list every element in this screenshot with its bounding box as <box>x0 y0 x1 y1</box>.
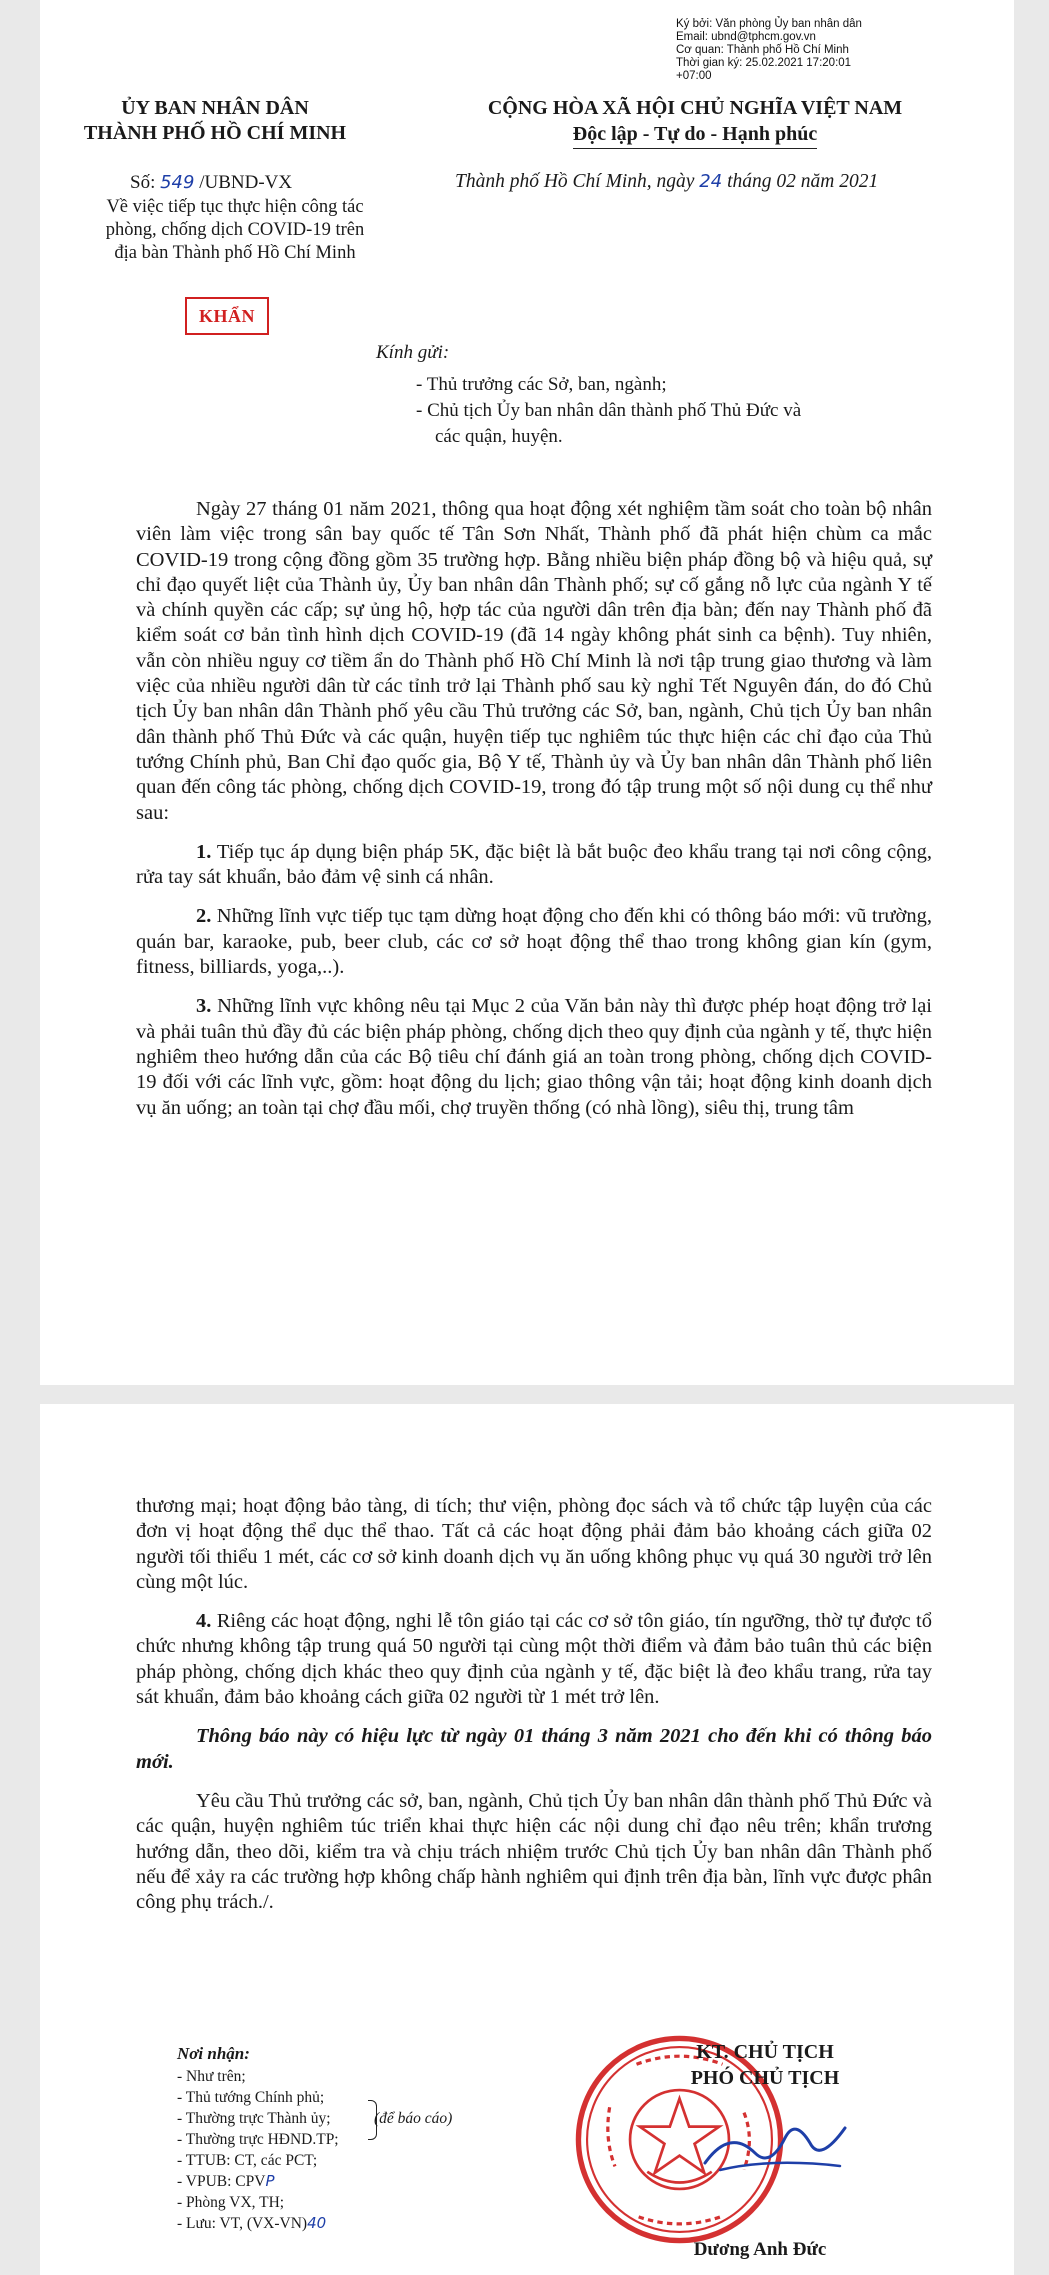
national-motto: Độc lập - Tự do - Hạnh phúc <box>573 121 817 149</box>
distribution-handwritten-mark: P <box>265 2172 275 2190</box>
signer-name: Dương Anh Đức <box>693 2239 827 2260</box>
item-3-text: Những lĩnh vực không nêu tại Mục 2 của Văn bản này thì được phép hoạt động trở lại và phải tuân thủ đầy đủ các biện pháp phòng, chống dịch theo quy định của ngành y tế, thực hiện nghiêm theo hướng dẫn của các Bộ tiêu chí đánh giá an toàn trong phòng, chống dịch COVID-19 đối với các lĩnh vực, gồm: hoạt động du lịch; giao thông vận tải; hoạt động kinh doanh dịch vụ ăn uống; an toàn tại chợ đầu mối, chợ truyền thống (có nhà lồng), siêu thị, trung tâm <box>136 995 932 1119</box>
document-number-handwritten: 549 <box>160 172 195 193</box>
distribution-list <box>177 2042 497 2234</box>
item-1 <box>136 840 932 891</box>
signature-timezone: +07:00 <box>676 70 712 82</box>
item-4 <box>136 1609 932 1710</box>
item-1-text: Tiếp tục áp dụng biện pháp 5K, đặc biệt là bắt buộc đeo khẩu trang tại nơi công cộng, rửa tay sát khuẩn, bảo đảm vệ sinh cá nhân. <box>136 840 932 889</box>
urgent-stamp: KHẨN <box>185 297 269 335</box>
signer-title <box>645 2039 885 2091</box>
signer-title-line-1: KT. CHỦ TỊCH <box>696 2041 834 2063</box>
item-3-number: 3. <box>196 995 212 1018</box>
org-line-1: ỦY BAN NHÂN DÂN <box>121 97 309 119</box>
distribution-item <box>177 2213 497 2234</box>
national-title <box>440 96 950 149</box>
item-2-text: Những lĩnh vực tiếp tục tạm dừng hoạt động cho đến khi có thông báo mới: vũ trường, quán bar, karaoke, pub, beer club, các cơ sở hoạt động thể thao trong không gian kín (gym, fitness, billiards, yoga,..). <box>136 905 933 979</box>
distribution-item: - TTUB: CT, các PCT; <box>177 2152 318 2169</box>
nation-name: CỘNG HÒA XÃ HỘI CHỦ NGHĨA VIỆT NAM <box>487 97 903 119</box>
signature-signer: Ký bởi: Văn phòng Ủy ban nhân dân <box>676 18 862 30</box>
distribution-item <box>177 2171 497 2192</box>
document-number-label: Số: <box>130 172 156 193</box>
signature-stroke <box>705 2128 845 2163</box>
closing-paragraph: Yêu cầu Thủ trưởng các sở, ban, ngành, Chủ tịch Ủy ban nhân dân thành phố Thủ Đức và các quận, huyện nghiêm túc triển khai thực hiện các nội dung chỉ đạo nêu trên; khẩn trương hướng dẫn, theo dõi, kiểm tra và chịu trách nhiệm trước Chủ tịch Ủy ban nhân dân Thành phố nếu để xảy ra các trường hợp không chấp hành nghiêm qui định trên địa bàn, lĩnh vực được phân công phụ trách./. <box>136 1789 932 1914</box>
distribution-item: - Thường trực Thành ủy; <box>177 2110 331 2127</box>
addressee-item: - Chủ tịch Ủy ban nhân dân thành phố Thủ Đức và <box>416 400 802 421</box>
signer-title-line-2: PHÓ CHỦ TỊCH <box>690 2067 840 2089</box>
seal-lettering-bottom <box>639 2217 721 2224</box>
signature-email: Email: ubnd@tphcm.gov.vn <box>676 31 816 43</box>
signature-underline <box>720 2163 840 2170</box>
item-2-number: 2. <box>196 905 212 928</box>
intro-paragraph: Ngày 27 tháng 01 năm 2021, thông qua hoạt động xét nghiệm tầm soát cho toàn bộ nhân viên làm việc trong sân bay quốc tế Tân Sơn Nhất, Thành phố đã phát hiện chùm ca mắc COVID-19 trong cộng đồng gồm 35 trường hợp. Bằng nhiều biện pháp đồng bộ và hiệu quả, sự chỉ đạo quyết liệt của Thành ủy, Ủy ban nhân dân Thành phố; sự cố gắng nỗ lực của ngành Y tế và chính quyền các cấp; sự ủng hộ, hợp tác của người dân trên địa bàn; đến nay Thành phố đã kiểm soát cơ bản tình hình dịch COVID-19 (đã 14 ngày không phát sinh ca bệnh). Tuy nhiên, vẫn còn nhiều nguy cơ tiềm ẩn do Thành phố Hồ Chí Minh là nơi tập trung giao thương và làm việc của nhiều người dân từ các tỉnh trở lại Thành phố sau kỳ nghỉ Tết Nguyên đán, do đó Chủ tịch Ủy ban nhân dân Thành phố yêu cầu Thủ trưởng các Sở, ban, ngành, Chủ tịch Ủy ban nhân dân thành phố Thủ Đức và các quận, huyện tiếp tục nghiêm túc thực hiện các chỉ đạo của Thủ tướng Chính phủ, Ban Chỉ đạo quốc gia, Bộ Y tế, Thành ủy và Ủy ban nhân dân Thành phố liên quan đến công tác phòng, chống dịch COVID-19, trong đó tập trung một số nội dung cụ thể như sau: <box>136 498 932 824</box>
handwritten-signature <box>700 2108 850 2178</box>
distribution-item: - Thủ tướng Chính phủ; <box>177 2089 325 2106</box>
subject-line: Về việc tiếp tục thực hiện công tác <box>106 197 364 217</box>
distribution-item: - Phòng VX, TH; <box>177 2194 285 2211</box>
digital-signature-info <box>676 18 976 83</box>
distribution-item: - Như trên; <box>177 2068 246 2085</box>
effective-date-notice: Thông báo này có hiệu lực từ ngày 01 tháng 3 năm 2021 cho đến khi có thông báo mới. <box>136 1725 932 1773</box>
signature-agency: Cơ quan: Thành phố Hồ Chí Minh <box>676 44 849 56</box>
item-1-number: 1. <box>196 840 212 863</box>
report-note: (để báo cáo) <box>374 2110 453 2127</box>
distribution-item-text: - VPUB: CPV <box>177 2173 266 2190</box>
item-2 <box>136 904 932 980</box>
item-4-number: 4. <box>196 1610 212 1633</box>
distribution-item-text: - Lưu: VT, (VX-VN) <box>177 2215 308 2232</box>
distribution-item: - Thường trực HĐND.TP; <box>177 2131 339 2148</box>
addressee-item: - Thủ trưởng các Sở, ban, ngành; <box>416 374 667 395</box>
body-page-2 <box>136 1494 932 1915</box>
subject-line: địa bàn Thành phố Hồ Chí Minh <box>114 243 356 263</box>
signature-time: Thời gian ký: 25.02.2021 17:20:01 <box>676 57 852 69</box>
document-number-suffix: /UBND-VX <box>199 172 293 193</box>
addressee-item-continuation: các quận, huyện. <box>435 426 563 447</box>
item-4-text: Riêng các hoạt động, nghi lễ tôn giáo tại các cơ sở tôn giáo, tín ngưỡng, thờ tự được tổ chức nhưng không tập trung quá 50 người tại cùng một thời điểm và đảm bảo tuân thủ các biện pháp phòng, chống dịch khác theo quy định của ngành y tế, đặc biệt là đeo khẩu trang, rửa tay sát khuẩn, đảm bảo khoảng cách giữa 02 người từ 1 mét trở lên. <box>136 1610 932 1709</box>
place-and-date <box>455 171 878 193</box>
org-line-2: THÀNH PHỐ HỒ CHÍ MINH <box>83 122 347 144</box>
date-day-handwritten: 24 <box>699 171 723 192</box>
item-3-continuation: thương mại; hoạt động bảo tàng, di tích; thư viện, phòng đọc sách và tổ chức tập luyện của các đơn vị hoạt động thể dục thể thao. Tất cả các hoạt động phải đảm bảo khoảng cách giữa 02 người tối thiểu 1 mét, các cơ sở kinh doanh dịch vụ ăn uống không phục vụ quá 30 người trở lên cùng một lúc. <box>136 1495 932 1593</box>
item-3 <box>136 994 932 1120</box>
body-page-1 <box>136 497 932 1121</box>
date-suffix: tháng 02 năm 2021 <box>727 171 879 192</box>
date-prefix: Thành phố Hồ Chí Minh, ngày <box>455 171 695 192</box>
addressee-label: Kính gửi: <box>376 342 450 363</box>
addressee-list <box>416 372 976 450</box>
document-subject <box>60 196 410 265</box>
distribution-handwritten-count: 40 <box>307 2214 327 2232</box>
distribution-title: Nơi nhận: <box>177 2044 250 2063</box>
subject-line: phòng, chống dịch COVID-19 trên <box>105 220 365 240</box>
document-number <box>130 172 292 194</box>
issuing-organization <box>60 96 370 146</box>
